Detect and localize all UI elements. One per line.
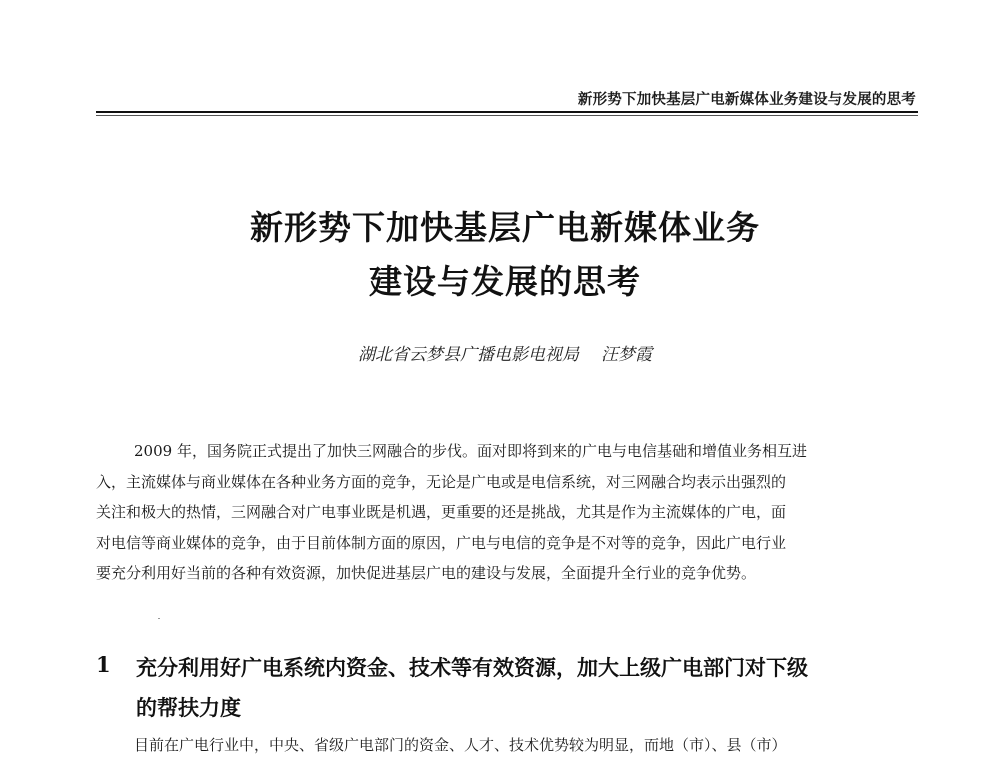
abstract-line: 入，主流媒体与商业媒体在各种业务方面的竞争，无论是广电或是电信系统，对三网融合均表示出强烈的	[96, 472, 787, 491]
abstract-line: 2009 年，国务院正式提出了加快三网融合的步伐。面对即将到来的广电与电信基础和增值业务相互进	[134, 442, 807, 460]
byline	[0, 340, 1000, 365]
section-heading-line-2: 的帮扶力度	[136, 695, 241, 720]
abstract-line: 要充分利用好当前的各种有效资源，加快促进基层广电的建设与发展，全面提升全行业的竞争优势。	[96, 564, 757, 582]
abstract-paragraph	[96, 436, 918, 589]
author-affiliation: 湖北省云梦县广播电影电视局	[358, 345, 579, 365]
author-name: 汪梦霞	[601, 345, 652, 365]
abstract-line: 关注和极大的热情，三网融合对广电事业既是机遇，更重要的还是挑战，尤其是作为主流媒体的广电，面	[96, 503, 787, 521]
article-title-line-2: 建设与发展的思考	[369, 262, 641, 301]
running-header: 新形势下加快基层广电新媒体业务建设与发展的思考	[577, 92, 916, 108]
section-heading-line-1: 充分利用好广电系统内资金、技术等有效资源，加大上级广电部门对下级	[136, 655, 808, 680]
abstract-line: 对电信等商业媒体的竞争，由于目前体制方面的原因，广电与电信的竞争是不对等的竞争，因此广电行业	[96, 533, 787, 552]
section-body-line: 目前在广电行业中，中央、省级广电部门的资金、人才、技术优势较为明显，而地（市）、县（市）	[134, 736, 787, 754]
section-number: 1	[96, 652, 111, 677]
header-rule-thick	[96, 111, 918, 113]
header-rule-thin	[96, 115, 918, 116]
scan-speck	[158, 618, 160, 619]
article-title-line-1: 新形势下加快基层广电新媒体业务	[250, 208, 760, 247]
